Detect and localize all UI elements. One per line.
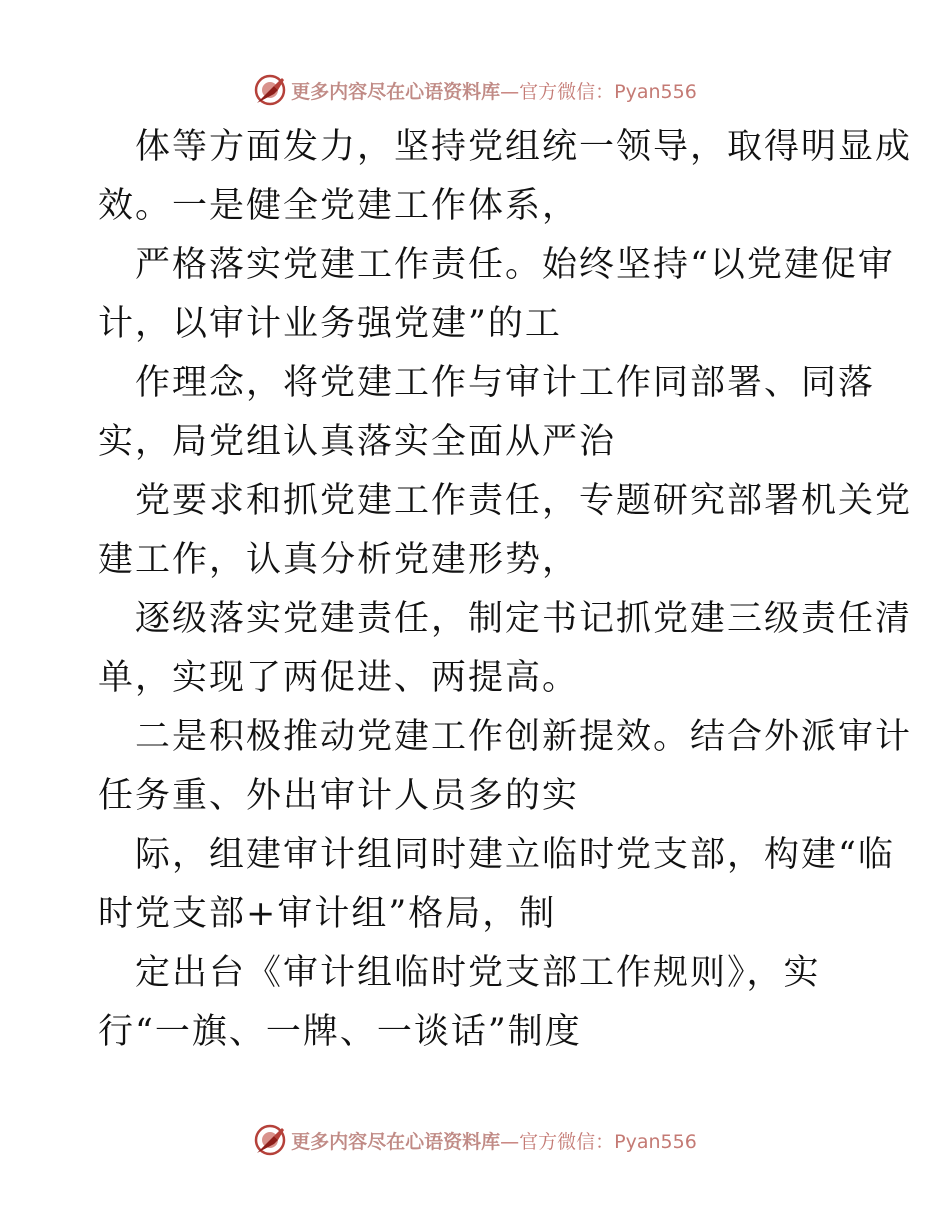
text-line: 任务重、外出审计人员多的实 <box>98 776 580 816</box>
text-line: 效。一是健全党建工作体系， <box>98 186 580 226</box>
watermark-text: 更多内容尽在心语资料库—官方微信：Pyan556 <box>291 80 697 103</box>
document-body <box>98 118 913 1062</box>
text-line: 单，实现了两促进、两提高。 <box>98 658 580 698</box>
text-line: 党要求和抓党建工作责任，专题研究部署机关党 <box>135 481 913 521</box>
text-line: 际，组建审计组同时建立临时党支部，构建“临 <box>135 835 895 875</box>
watermark-text: 更多内容尽在心语资料库—官方微信：Pyan556 <box>291 1130 697 1153</box>
pen-logo-icon <box>253 73 287 107</box>
text-line: 建工作，认真分析党建形势， <box>98 540 580 580</box>
footer-watermark <box>0 1120 950 1160</box>
header-watermark <box>0 70 950 110</box>
text-line: 实，局党组认真落实全面从严治 <box>98 422 617 462</box>
text-line: 行“一旗、一牌、一谈话”制度 <box>98 1012 582 1052</box>
text-line: 严格落实党建工作责任。始终坚持“以党建促审 <box>135 245 895 285</box>
text-line: 定出台《审计组临时党支部工作规则》，实 <box>135 953 821 993</box>
pen-logo-icon <box>253 1123 287 1157</box>
text-line: 时党支部+审计组”格局，制 <box>98 894 557 934</box>
text-line: 二是积极推动党建工作创新提效。结合外派审计 <box>135 717 913 757</box>
text-line: 作理念，将党建工作与审计工作同部署、同落 <box>135 363 876 403</box>
text-line: 体等方面发力，坚持党组统一领导，取得明显成 <box>135 127 913 167</box>
text-line: 计，以审计业务强党建”的工 <box>98 304 562 344</box>
text-line: 逐级落实党建责任，制定书记抓党建三级责任清 <box>135 599 913 639</box>
